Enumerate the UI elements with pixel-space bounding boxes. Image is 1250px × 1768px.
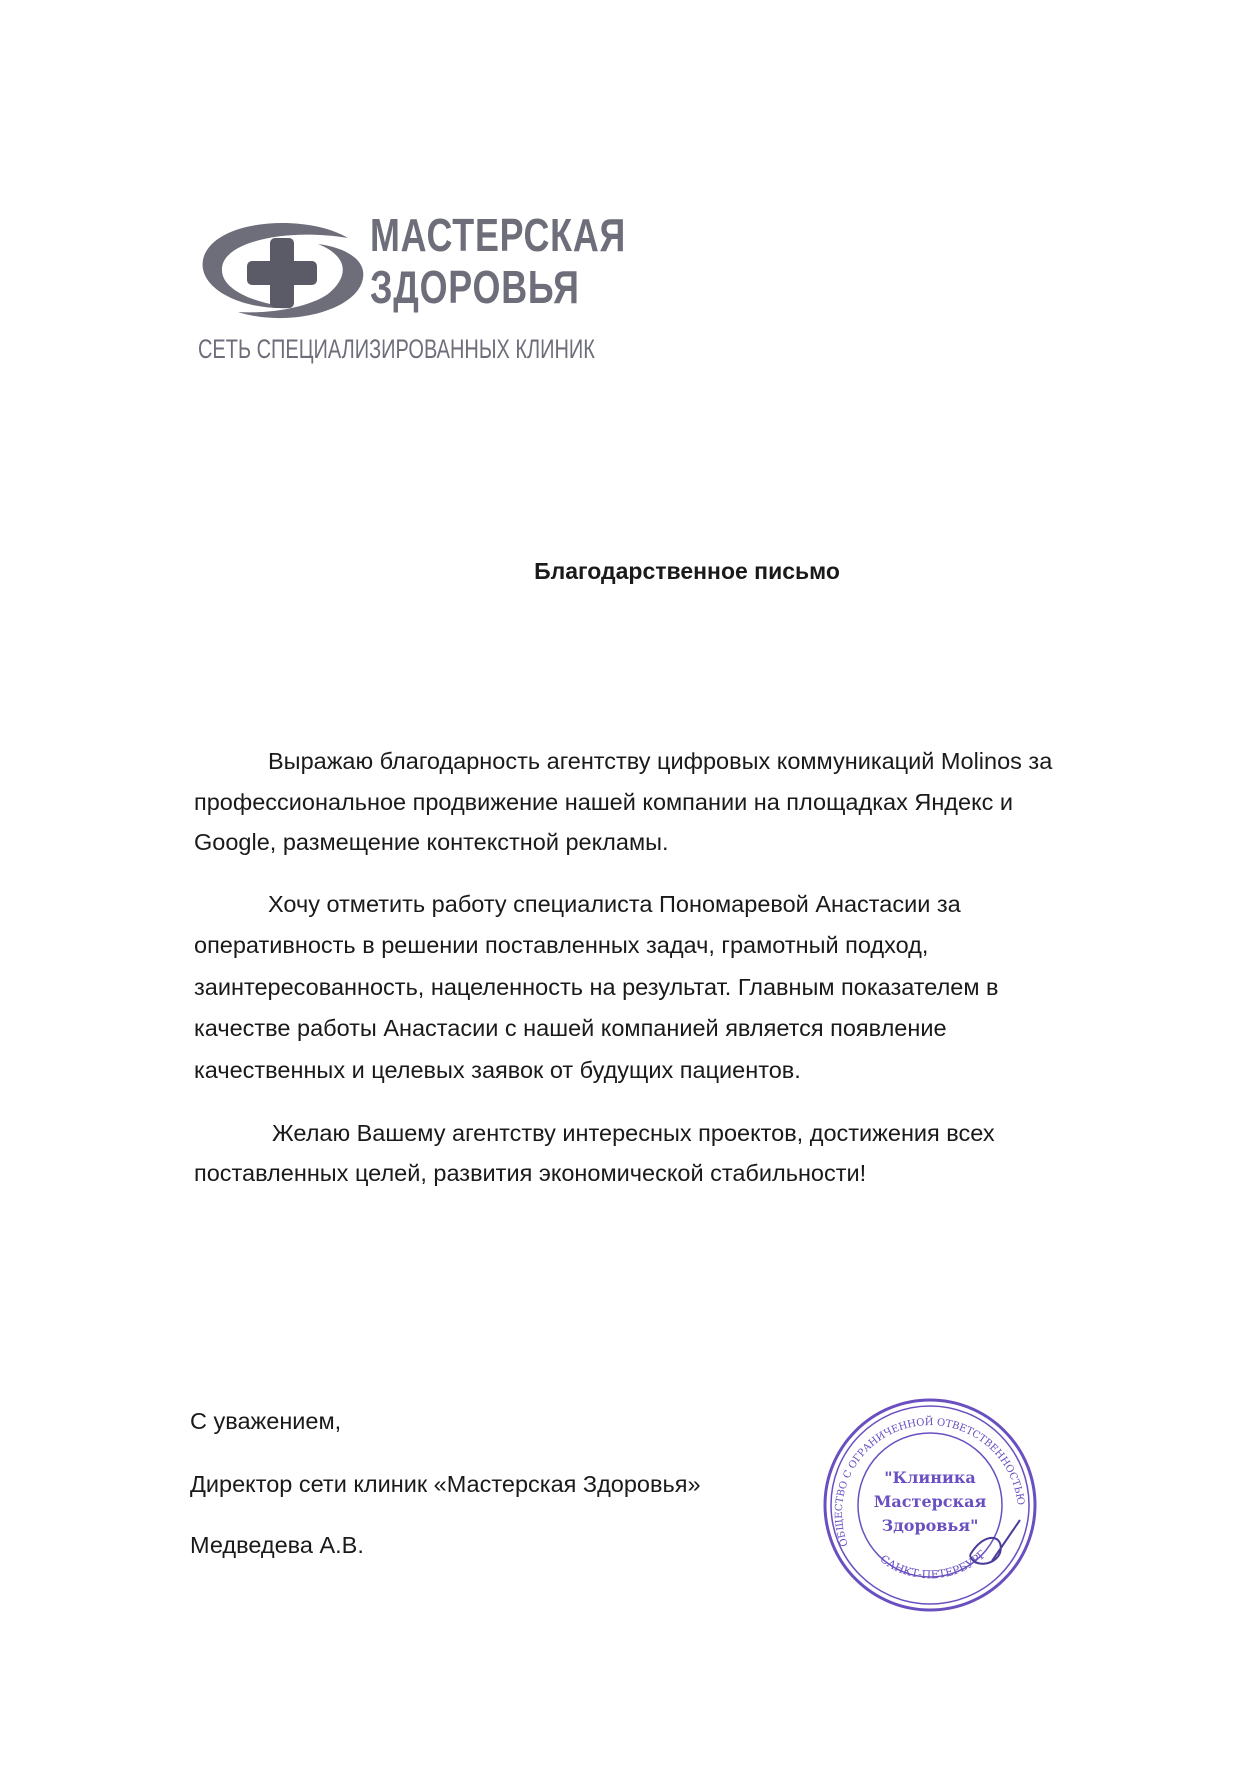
body-line: оперативность в решении поставленных задач, грамотный подход, xyxy=(194,932,929,958)
body-line: качественных и целевых заявок от будущих пациентов. xyxy=(194,1057,801,1083)
body-line: поставленных целей, развития экономической стабильности! xyxy=(194,1160,867,1186)
body-line: качестве работы Анастасии с нашей компанией является появление xyxy=(194,1015,947,1041)
logo-title-line2: ЗДОРОВЬЯ xyxy=(370,261,580,313)
logo-title-line1: МАСТЕРСКАЯ xyxy=(370,209,627,261)
stamp-center-line: Здоровья" xyxy=(881,1516,979,1535)
body-line: Выражаю благодарность агентству цифровых коммуникаций Molinos за xyxy=(268,748,1053,774)
stamp-bottom-text: САНКТ-ПЕТЕРБУРГ xyxy=(877,1547,989,1582)
company-logo xyxy=(198,208,627,368)
letter-title: Благодарственное письмо xyxy=(534,558,840,584)
medical-cross-icon xyxy=(198,216,368,326)
stamp-outer-text: ОБЩЕСТВО С ОГРАНИЧЕННОЙ ОТВЕТСТВЕННОСТЬЮ xyxy=(833,1417,1026,1548)
body-line: Хочу отметить работу специалиста Пономаревой Анастасии за xyxy=(268,891,961,917)
signatory-position: Директор сети клиник «Мастерская Здоровья» xyxy=(190,1471,701,1497)
stamp-center-line: "Клиника xyxy=(884,1468,976,1487)
closing: С уважением, xyxy=(190,1408,342,1434)
body-line: заинтересованность, нацеленность на результат. Главным показателем в xyxy=(194,974,999,1000)
company-stamp xyxy=(820,1395,1040,1615)
body-line: профессиональное продвижение нашей компании на площадках Яндекс и xyxy=(194,789,1014,815)
stamp-center-line: Мастерская xyxy=(873,1492,987,1511)
logo-subtitle: СЕТЬ СПЕЦИАЛИЗИРОВАННЫХ КЛИНИК xyxy=(198,334,595,364)
signatory-name: Медведева А.В. xyxy=(190,1532,364,1558)
body-line: Желаю Вашему агентству интересных проектов, достижения всех xyxy=(272,1120,995,1146)
body-line: Google, размещение контекстной рекламы. xyxy=(194,829,669,855)
